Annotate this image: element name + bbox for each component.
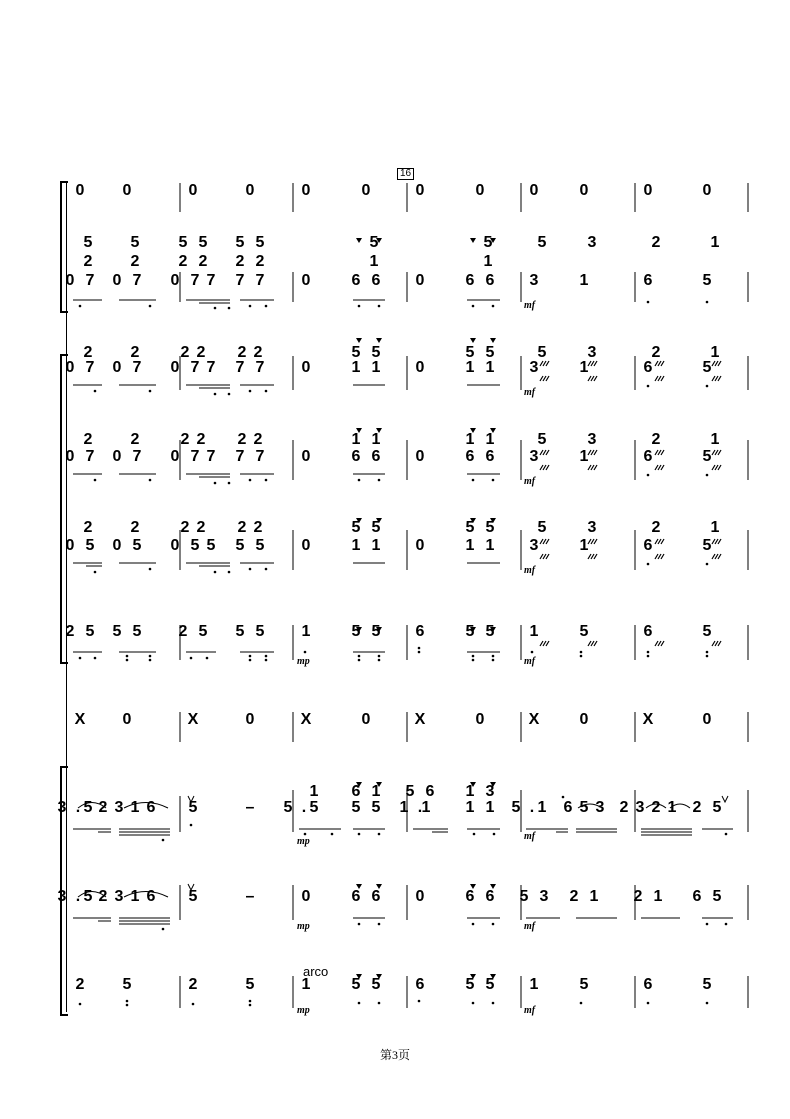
upper-note-row-3: 2 — [83, 344, 93, 361]
upper-note-row-3: 1 — [710, 344, 720, 361]
note-row-5: 0 — [65, 537, 75, 554]
note-row-2: 7 — [85, 272, 95, 289]
note-row-4: 7 — [255, 448, 265, 465]
upper-note-row-2: 2 — [130, 253, 140, 270]
note-row-10: 5 — [122, 976, 132, 993]
upper-note-row-5: 5 — [351, 519, 361, 536]
upper-note-row-4: 2 — [130, 431, 140, 448]
note-row-3: 1 — [485, 359, 495, 376]
note-row-3: 5 — [702, 359, 712, 376]
note-row-8: 6 — [563, 799, 573, 816]
note-row-3: 7 — [255, 359, 265, 376]
note-row-4: 7 — [206, 448, 216, 465]
note-row-2: 7 — [235, 272, 245, 289]
note-row-8: 3 — [57, 799, 67, 816]
dynamic-mf: mf — [524, 656, 536, 667]
note-row-6: 5 — [465, 623, 475, 640]
note-row-7: X — [528, 711, 540, 728]
upper-note-row-5: 1 — [710, 519, 720, 536]
note-row-1: 0 — [361, 182, 371, 199]
note-row-5: 0 — [112, 537, 122, 554]
note-row-4: 0 — [415, 448, 425, 465]
upper-note-row-2: 2 — [651, 234, 661, 251]
note-row-1: 0 — [643, 182, 653, 199]
note-row-10: 6 — [643, 976, 653, 993]
note-row-9: 3 — [114, 888, 124, 905]
note-row-2: 5 — [702, 272, 712, 289]
note-row-8: 5 — [712, 799, 722, 816]
upper-note-row-5: 5 — [371, 519, 381, 536]
upper-note-row-5: 2 — [180, 519, 190, 536]
upper-note-row-4: 2 — [253, 431, 263, 448]
note-row-4: 6 — [643, 448, 653, 465]
note-row-9: 3 — [57, 888, 67, 905]
note-row-3: 0 — [301, 359, 311, 376]
note-row-4: 6 — [351, 448, 361, 465]
upper-note-row-4: 1 — [710, 431, 720, 448]
note-row-8: 5 — [83, 799, 93, 816]
upper-note-row-5: 5 — [537, 519, 547, 536]
note-row-3: 1 — [371, 359, 381, 376]
dynamic-mp: mp — [297, 921, 310, 932]
note-row-9: 6 — [692, 888, 702, 905]
dynamic-mp: mp — [297, 1005, 310, 1016]
note-row-7: X — [642, 711, 654, 728]
note-row-8: 2 — [692, 799, 702, 816]
note-row-1: 0 — [415, 182, 425, 199]
note-row-9: 1 — [653, 888, 663, 905]
note-row-2: 3 — [529, 272, 539, 289]
note-row-4: 6 — [371, 448, 381, 465]
dynamic-mp: mp — [297, 836, 310, 847]
note-row-5: 0 — [415, 537, 425, 554]
note-row-10: 5 — [245, 976, 255, 993]
note-row-9: 6 — [371, 888, 381, 905]
upper-note-row-8: 3 — [485, 783, 495, 800]
upper-note-row-4: 1 — [371, 431, 381, 448]
upper-note-row-2: 1 — [483, 253, 493, 270]
upper-note-row-8: 6 — [351, 783, 361, 800]
note-row-8: 1 — [485, 799, 495, 816]
note-row-6: 6 — [415, 623, 425, 640]
upper-note-row-5: 2 — [651, 519, 661, 536]
note-row-2: 6 — [351, 272, 361, 289]
note-row-4: 7 — [190, 448, 200, 465]
upper-note-row-4: 2 — [651, 431, 661, 448]
note-row-5: 1 — [465, 537, 475, 554]
upper-note-row-4: 1 — [465, 431, 475, 448]
upper-note-row-4: 2 — [196, 431, 206, 448]
upper-note-row-2: 5 — [235, 234, 245, 251]
note-row-4: 5 — [702, 448, 712, 465]
upper-note-row-3: 2 — [196, 344, 206, 361]
note-row-7: X — [187, 711, 199, 728]
note-row-8: 5 — [309, 799, 319, 816]
upper-note-row-3: 3 — [587, 344, 597, 361]
upper-note-row-4: 2 — [237, 431, 247, 448]
upper-note-row-2: 2 — [255, 253, 265, 270]
note-row-6: 5 — [702, 623, 712, 640]
note-row-4: 0 — [170, 448, 180, 465]
note-row-2: 7 — [255, 272, 265, 289]
note-row-8: – — [245, 799, 255, 816]
note-row-10: 5 — [351, 976, 361, 993]
note-row-8: 1 — [421, 799, 431, 816]
note-row-3: 0 — [170, 359, 180, 376]
note-row-10: 6 — [415, 976, 425, 993]
note-row-7: X — [414, 711, 426, 728]
note-row-4: 7 — [132, 448, 142, 465]
note-row-7: 0 — [579, 711, 589, 728]
note-row-10: 5 — [465, 976, 475, 993]
note-row-1: 0 — [301, 182, 311, 199]
note-row-8: . — [301, 799, 307, 816]
note-row-2: 7 — [206, 272, 216, 289]
upper-note-row-2: 3 — [587, 234, 597, 251]
upper-note-row-3: 2 — [237, 344, 247, 361]
dynamic-mf: mf — [524, 476, 536, 487]
note-row-4: 7 — [85, 448, 95, 465]
note-row-6: 5 — [579, 623, 589, 640]
note-row-7: 0 — [475, 711, 485, 728]
note-row-6: 2 — [178, 623, 188, 640]
note-row-3: 7 — [190, 359, 200, 376]
note-row-6: 1 — [529, 623, 539, 640]
note-row-3: 6 — [643, 359, 653, 376]
note-row-5: 1 — [351, 537, 361, 554]
upper-note-row-3: 5 — [465, 344, 475, 361]
note-row-4: 0 — [112, 448, 122, 465]
upper-note-row-3: 2 — [651, 344, 661, 361]
note-row-8: 5 — [283, 799, 293, 816]
upper-note-row-3: 2 — [130, 344, 140, 361]
note-row-5: 5 — [85, 537, 95, 554]
note-row-7: 0 — [122, 711, 132, 728]
upper-note-row-4: 5 — [537, 431, 547, 448]
note-row-1: 0 — [188, 182, 198, 199]
note-row-4: 0 — [65, 448, 75, 465]
upper-note-row-2: 5 — [83, 234, 93, 251]
upper-note-row-5: 5 — [485, 519, 495, 536]
note-row-8: 1 — [399, 799, 409, 816]
note-row-9: . — [75, 888, 81, 905]
dynamic-mp: mp — [297, 656, 310, 667]
note-row-1: 0 — [122, 182, 132, 199]
upper-note-row-8: 1 — [309, 783, 319, 800]
upper-note-row-2: 1 — [369, 253, 379, 270]
note-row-6: 5 — [112, 623, 122, 640]
note-row-3: 7 — [206, 359, 216, 376]
note-row-3: 0 — [415, 359, 425, 376]
upper-note-row-8: 1 — [465, 783, 475, 800]
note-row-9: 5 — [519, 888, 529, 905]
note-row-3: 7 — [132, 359, 142, 376]
upper-note-row-5: 2 — [237, 519, 247, 536]
note-row-1: 0 — [475, 182, 485, 199]
note-row-3: 0 — [112, 359, 122, 376]
upper-note-row-4: 1 — [351, 431, 361, 448]
note-row-5: 0 — [170, 537, 180, 554]
note-row-1: 0 — [529, 182, 539, 199]
upper-note-row-2: 2 — [83, 253, 93, 270]
note-row-8: 5 — [371, 799, 381, 816]
note-row-7: 0 — [702, 711, 712, 728]
note-row-6: 5 — [351, 623, 361, 640]
upper-note-row-3: 5 — [537, 344, 547, 361]
note-row-6: 5 — [235, 623, 245, 640]
rehearsal-mark: 16 — [397, 168, 414, 180]
note-row-8: . — [417, 799, 423, 816]
note-row-4: 1 — [579, 448, 589, 465]
upper-note-row-4: 1 — [485, 431, 495, 448]
note-row-2: 0 — [65, 272, 75, 289]
upper-note-row-4: 2 — [180, 431, 190, 448]
note-row-8: 3 — [595, 799, 605, 816]
note-row-8: 6 — [146, 799, 156, 816]
upper-note-row-2: 2 — [198, 253, 208, 270]
note-row-5: 1 — [371, 537, 381, 554]
upper-note-row-2: 5 — [537, 234, 547, 251]
note-row-4: 6 — [485, 448, 495, 465]
arco-marking: arco — [303, 964, 329, 979]
note-row-3: 1 — [579, 359, 589, 376]
note-row-2: 6 — [485, 272, 495, 289]
upper-note-row-8: 5 — [405, 783, 415, 800]
note-row-9: 6 — [485, 888, 495, 905]
note-row-9: 1 — [130, 888, 140, 905]
upper-note-row-4: 3 — [587, 431, 597, 448]
note-row-8: 2 — [651, 799, 661, 816]
note-row-2: 0 — [301, 272, 311, 289]
note-row-8: 5 — [351, 799, 361, 816]
upper-note-row-5: 2 — [196, 519, 206, 536]
note-row-2: 6 — [371, 272, 381, 289]
note-row-8: 3 — [635, 799, 645, 816]
note-row-10: 2 — [188, 976, 198, 993]
note-row-6: 5 — [132, 623, 142, 640]
note-row-5: 6 — [643, 537, 653, 554]
note-row-7: X — [74, 711, 86, 728]
note-row-9: 2 — [633, 888, 643, 905]
note-row-2: 7 — [132, 272, 142, 289]
note-row-3: 1 — [465, 359, 475, 376]
upper-note-row-3: 5 — [351, 344, 361, 361]
upper-note-row-2: 5 — [178, 234, 188, 251]
note-row-8: 5 — [188, 799, 198, 816]
note-row-7: 0 — [245, 711, 255, 728]
dynamic-mf: mf — [524, 300, 536, 311]
note-row-5: 5 — [235, 537, 245, 554]
note-row-8: 1 — [667, 799, 677, 816]
upper-note-row-8: 6 — [425, 783, 435, 800]
upper-note-row-8: 1 — [371, 783, 381, 800]
note-row-9: 3 — [539, 888, 549, 905]
note-row-2: 0 — [170, 272, 180, 289]
note-row-9: 0 — [415, 888, 425, 905]
note-row-5: 5 — [206, 537, 216, 554]
note-row-9: 5 — [83, 888, 93, 905]
note-row-3: 0 — [65, 359, 75, 376]
note-row-9: 5 — [712, 888, 722, 905]
note-row-8: 2 — [98, 799, 108, 816]
note-row-8: 1 — [465, 799, 475, 816]
upper-note-row-4: 2 — [83, 431, 93, 448]
upper-note-row-3: 2 — [253, 344, 263, 361]
note-row-5: 5 — [702, 537, 712, 554]
note-row-10: 5 — [579, 976, 589, 993]
upper-note-row-5: 5 — [465, 519, 475, 536]
note-row-7: X — [300, 711, 312, 728]
upper-note-row-2: 5 — [198, 234, 208, 251]
note-row-10: 5 — [371, 976, 381, 993]
note-row-9: 1 — [589, 888, 599, 905]
dynamic-mf: mf — [524, 921, 536, 932]
note-row-10: 1 — [529, 976, 539, 993]
note-row-8: 1 — [537, 799, 547, 816]
note-row-8: 5 — [579, 799, 589, 816]
dynamic-mf: mf — [524, 387, 536, 398]
upper-note-row-2: 2 — [178, 253, 188, 270]
note-row-2: 1 — [579, 272, 589, 289]
note-row-10: 5 — [485, 976, 495, 993]
note-row-3: 7 — [85, 359, 95, 376]
note-row-5: 5 — [132, 537, 142, 554]
upper-note-row-5: 2 — [253, 519, 263, 536]
note-row-6: 5 — [198, 623, 208, 640]
note-row-9: 6 — [465, 888, 475, 905]
note-row-2: 6 — [643, 272, 653, 289]
note-row-5: 1 — [485, 537, 495, 554]
note-row-5: 1 — [579, 537, 589, 554]
note-row-3: 1 — [351, 359, 361, 376]
note-row-8: . — [75, 799, 81, 816]
note-row-6: 6 — [643, 623, 653, 640]
upper-note-row-2: 5 — [483, 234, 493, 251]
dynamic-mf: mf — [524, 565, 536, 576]
dynamic-mf: mf — [524, 1005, 536, 1016]
note-row-2: 0 — [415, 272, 425, 289]
note-row-3: 3 — [529, 359, 539, 376]
upper-note-row-2: 5 — [255, 234, 265, 251]
note-row-1: 0 — [702, 182, 712, 199]
note-row-2: 0 — [112, 272, 122, 289]
note-row-9: 0 — [301, 888, 311, 905]
note-row-5: 0 — [301, 537, 311, 554]
note-row-4: 7 — [235, 448, 245, 465]
note-row-7: 0 — [361, 711, 371, 728]
note-row-9: 2 — [569, 888, 579, 905]
upper-note-row-3: 2 — [180, 344, 190, 361]
upper-note-row-3: 5 — [485, 344, 495, 361]
note-row-10: 5 — [702, 976, 712, 993]
upper-note-row-5: 2 — [130, 519, 140, 536]
note-row-1: 0 — [245, 182, 255, 199]
note-row-8: 1 — [130, 799, 140, 816]
note-row-2: 6 — [465, 272, 475, 289]
note-row-9: 6 — [351, 888, 361, 905]
upper-note-row-3: 5 — [371, 344, 381, 361]
note-row-1: 0 — [75, 182, 85, 199]
note-row-6: 5 — [85, 623, 95, 640]
note-row-8: 5 — [511, 799, 521, 816]
note-row-4: 6 — [465, 448, 475, 465]
note-row-8: 2 — [619, 799, 629, 816]
upper-note-row-2: 5 — [130, 234, 140, 251]
note-row-10: 1 — [301, 976, 311, 993]
note-row-9: – — [245, 888, 255, 905]
note-row-9: 6 — [146, 888, 156, 905]
upper-note-row-2: 1 — [710, 234, 720, 251]
upper-note-row-5: 2 — [83, 519, 93, 536]
note-row-8: 3 — [114, 799, 124, 816]
note-row-5: 5 — [190, 537, 200, 554]
note-row-6: 1 — [301, 623, 311, 640]
note-row-6: 5 — [371, 623, 381, 640]
upper-note-row-2: 5 — [369, 234, 379, 251]
note-row-2: 7 — [190, 272, 200, 289]
note-row-8: . — [529, 799, 535, 816]
note-row-5: 5 — [255, 537, 265, 554]
dynamic-mf: mf — [524, 831, 536, 842]
note-row-9: 5 — [188, 888, 198, 905]
page-footer: 第3页 — [379, 1048, 410, 1062]
note-row-1: 0 — [579, 182, 589, 199]
note-row-6: 2 — [65, 623, 75, 640]
note-row-9: 2 — [98, 888, 108, 905]
upper-note-row-5: 3 — [587, 519, 597, 536]
note-row-3: 7 — [235, 359, 245, 376]
note-row-10: 2 — [75, 976, 85, 993]
upper-note-row-2: 2 — [235, 253, 245, 270]
note-row-6: 5 — [485, 623, 495, 640]
note-row-4: 3 — [529, 448, 539, 465]
note-row-6: 5 — [255, 623, 265, 640]
note-row-4: 0 — [301, 448, 311, 465]
note-row-5: 3 — [529, 537, 539, 554]
